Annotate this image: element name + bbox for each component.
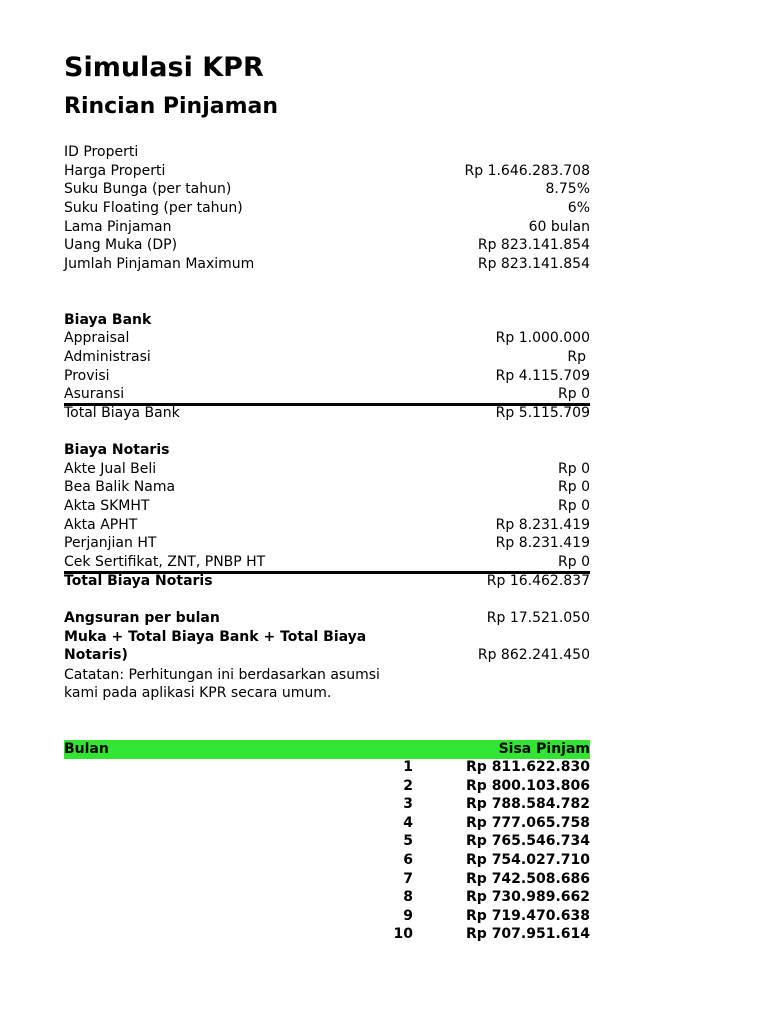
table-row: [64, 851, 590, 870]
asuransi-label: Asuransi: [64, 386, 125, 402]
row-angsuran: [64, 609, 590, 628]
table-row: [64, 777, 590, 796]
table-row: [64, 795, 590, 814]
row-akta-skmht: [64, 497, 590, 516]
row-provisi: [64, 367, 590, 386]
row-lama-pinjaman: [64, 218, 590, 237]
table-row: [64, 907, 590, 926]
total-biaya-bank-value: Rp 5.115.709: [495, 405, 590, 421]
page-title: Simulasi KPR: [64, 52, 264, 83]
id-properti-label: ID Properti: [64, 144, 139, 160]
row-uang-muka: [64, 236, 590, 255]
table-row: [64, 832, 590, 851]
suku-floating-label: Suku Floating (per tahun): [64, 200, 243, 216]
schedule-header: [64, 740, 590, 759]
biaya-bank-heading-row: [64, 311, 590, 330]
row-id-properti: [64, 143, 590, 162]
row-cek-sertifikat: [64, 553, 590, 572]
cek-sertifikat-value: Rp 0: [558, 554, 590, 570]
table-row: [64, 814, 590, 833]
row-total-biaya-bank: [64, 404, 590, 423]
table-row: [64, 925, 590, 944]
suku-floating-value: 6%: [567, 200, 590, 216]
schedule-bulan-cell: 5: [403, 833, 413, 850]
asuransi-value: Rp 0: [558, 386, 590, 402]
akta-apht-label: Akta APHT: [64, 517, 138, 533]
biaya-notaris-heading-row: [64, 441, 590, 460]
bea-balik-nama-label: Bea Balik Nama: [64, 479, 176, 495]
schedule-col-sisa: Sisa Pinjam: [498, 741, 590, 757]
schedule-sisa-cell: Rp 800.103.806: [466, 777, 590, 794]
lama-pinjaman-label: Lama Pinjaman: [64, 219, 172, 235]
row-total-biaya-notaris: [64, 572, 590, 591]
schedule-bulan-cell: 8: [403, 889, 413, 906]
schedule-sisa-cell: Rp 707.951.614: [466, 926, 590, 943]
schedule-sisa-cell: Rp 742.508.686: [466, 870, 590, 887]
akte-jual-beli-value: Rp 0: [558, 461, 590, 477]
total-biaya-notaris-value: Rp 16.462.837: [486, 573, 590, 589]
angsuran-label: Angsuran per bulan: [64, 610, 220, 626]
schedule-sisa-cell: Rp 754.027.710: [466, 852, 590, 868]
uang-muka-value: Rp 823.141.854: [477, 237, 590, 253]
row-appraisal: [64, 329, 590, 348]
appraisal-value: Rp 1.000.000: [495, 330, 590, 346]
perjanjian-ht-value: Rp 8.231.419: [495, 535, 590, 551]
uang-muka-label: Uang Muka (DP): [64, 237, 178, 253]
cek-sertifikat-label: Cek Sertifikat, ZNT, PNBP HT: [64, 554, 266, 570]
catatan-line-1: Catatan: Perhitungan ini berdasarkan asumsi: [64, 667, 380, 683]
suku-bunga-label: Suku Bunga (per tahun): [64, 181, 232, 197]
row-akte-jual-beli: [64, 460, 590, 479]
appraisal-label: Appraisal: [64, 330, 130, 346]
row-asuransi: [64, 385, 590, 404]
schedule-bulan-cell: 1: [403, 759, 413, 775]
schedule-bulan-cell: 6: [403, 852, 413, 868]
table-row: [64, 870, 590, 889]
row-administrasi: [64, 348, 590, 367]
table-row: [64, 758, 590, 777]
row-jumlah-pinjaman: [64, 255, 590, 274]
angsuran-value: Rp 17.521.050: [486, 610, 590, 626]
akta-skmht-value: Rp 0: [558, 498, 590, 514]
perjanjian-ht-label: Perjanjian HT: [64, 535, 157, 551]
akte-jual-beli-label: Akte Jual Beli: [64, 461, 157, 477]
total-biaya-bank-label: Total Biaya Bank: [64, 405, 180, 421]
row-muka-label-1: [64, 628, 590, 647]
schedule-sisa-cell: Rp 777.065.758: [466, 814, 590, 831]
schedule-sisa-cell: Rp 730.989.662: [466, 889, 590, 906]
schedule-bulan-cell: 9: [403, 907, 413, 924]
schedule-bulan-cell: 7: [403, 870, 413, 887]
table-row: [64, 888, 590, 907]
administrasi-value: Rp: [567, 349, 586, 365]
page-subtitle: Rincian Pinjaman: [64, 94, 279, 119]
row-perjanjian-ht: [64, 534, 590, 553]
total-biaya-notaris-label: Total Biaya Notaris: [64, 573, 213, 589]
harga-properti-label: Harga Properti: [64, 163, 166, 179]
biaya-notaris-heading: Biaya Notaris: [64, 442, 170, 458]
row-akta-apht: [64, 516, 590, 535]
schedule-sisa-cell: Rp 811.622.830: [466, 759, 590, 775]
schedule-bulan-cell: 3: [403, 796, 413, 813]
schedule-sisa-cell: Rp 788.584.782: [466, 796, 590, 813]
row-suku-bunga: [64, 180, 590, 199]
muka-label-line-1: Muka + Total Biaya Bank + Total Biaya: [64, 629, 367, 645]
schedule-bulan-cell: 4: [403, 814, 413, 831]
lama-pinjaman-value: 60 bulan: [528, 219, 590, 235]
provisi-value: Rp 4.115.709: [495, 368, 590, 384]
row-harga-properti: [64, 162, 590, 181]
provisi-label: Provisi: [64, 368, 110, 384]
schedule-col-bulan: Bulan: [64, 741, 109, 757]
administrasi-label: Administrasi: [64, 349, 151, 365]
akta-apht-value: Rp 8.231.419: [495, 517, 590, 533]
akta-skmht-label: Akta SKMHT: [64, 498, 150, 514]
row-bea-balik-nama: [64, 478, 590, 497]
schedule-bulan-cell: 10: [393, 926, 413, 943]
biaya-bank-heading: Biaya Bank: [64, 312, 152, 328]
jumlah-pinjaman-label: Jumlah Pinjaman Maximum: [64, 256, 255, 272]
harga-properti-value: Rp 1.646.283.708: [464, 163, 590, 179]
schedule-bulan-cell: 2: [403, 777, 413, 794]
jumlah-pinjaman-value: Rp 823.141.854: [477, 256, 590, 272]
muka-label-line-2: Notaris): [64, 647, 128, 663]
suku-bunga-value: 8.75%: [545, 181, 590, 197]
bea-balik-nama-value: Rp 0: [558, 479, 590, 495]
catatan-line-2: kami pada aplikasi KPR secara umum.: [64, 685, 332, 701]
schedule-sisa-cell: Rp 719.470.638: [466, 907, 590, 924]
row-muka-total: [64, 646, 590, 665]
muka-total-value: Rp 862.241.450: [477, 647, 590, 663]
schedule-sisa-cell: Rp 765.546.734: [466, 833, 590, 850]
row-suku-floating: [64, 199, 590, 218]
